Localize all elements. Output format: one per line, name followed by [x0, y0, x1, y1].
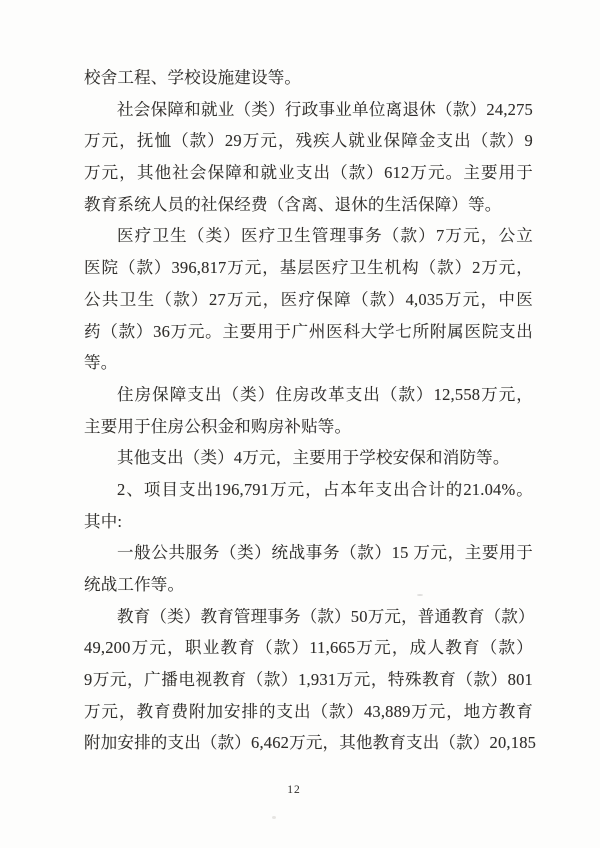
- text-line: 其中:: [84, 511, 123, 531]
- text-line: 万元，其他社会保障和就业支出（款）612万元。主要用于: [84, 163, 533, 183]
- text-line: 医院（款）396,817万元，基层医疗卫生机构（款）2万元，: [84, 258, 533, 278]
- text-line: 校舍工程、学校设施建设等。: [84, 68, 302, 87]
- text-line: 教育（类）教育管理事务（款）50万元，普通教育（款）: [117, 606, 535, 626]
- text-line: 万元，抚恤（款）29万元，残疾人就业保障金支出（款）9: [84, 131, 533, 151]
- text-line: 主要用于住房公积金和购房补贴等。: [84, 416, 352, 436]
- text-line: 药（款）36万元。主要用于广州医科大学七所附属医院支出: [84, 321, 533, 341]
- text-line: 其他支出（类）4万元，主要用于学校安保和消防等。: [117, 448, 510, 468]
- text-line: 医疗卫生（类）医疗卫生管理事务（款）7万元，公立: [117, 226, 533, 246]
- text-line: 教育系统人员的社保经费（含离、退休的生活保障）等。: [84, 194, 502, 214]
- text-line: 等。: [84, 353, 118, 373]
- scan-artifact: [417, 594, 423, 596]
- text-line: 49,200万元，职业教育（款）11,665万元，成人教育（款）: [84, 638, 533, 658]
- text-line: 统战工作等。: [84, 575, 185, 594]
- text-line: 9万元，广播电视教育（款）1,931万元，特殊教育（款）801: [84, 670, 533, 690]
- text-line: 社会保障和就业（类）行政事业单位离退休（款）24,275: [117, 99, 533, 119]
- scan-artifact: [272, 816, 276, 819]
- text-line: 住房保障支出（类）住房改革支出（款）12,558万元，: [117, 384, 533, 404]
- text-line: 2、项目支出196,791万元，占本年支出合计的21.04%。: [117, 479, 533, 499]
- text-line: 公共卫生（款）27万元，医疗保障（款）4,035万元，中医: [84, 289, 533, 309]
- text-line: 一般公共服务（类）统战事务（款）15 万元，主要用于: [117, 543, 533, 563]
- page-footer: [84, 780, 504, 798]
- page-number: 12: [287, 784, 301, 796]
- document-body: [84, 62, 537, 759]
- text-line: 附加安排的支出（款）6,462万元，其他教育支出（款）20,185: [84, 733, 537, 753]
- text-line: 万元，教育费附加安排的支出（款）43,889万元，地方教育: [84, 701, 533, 721]
